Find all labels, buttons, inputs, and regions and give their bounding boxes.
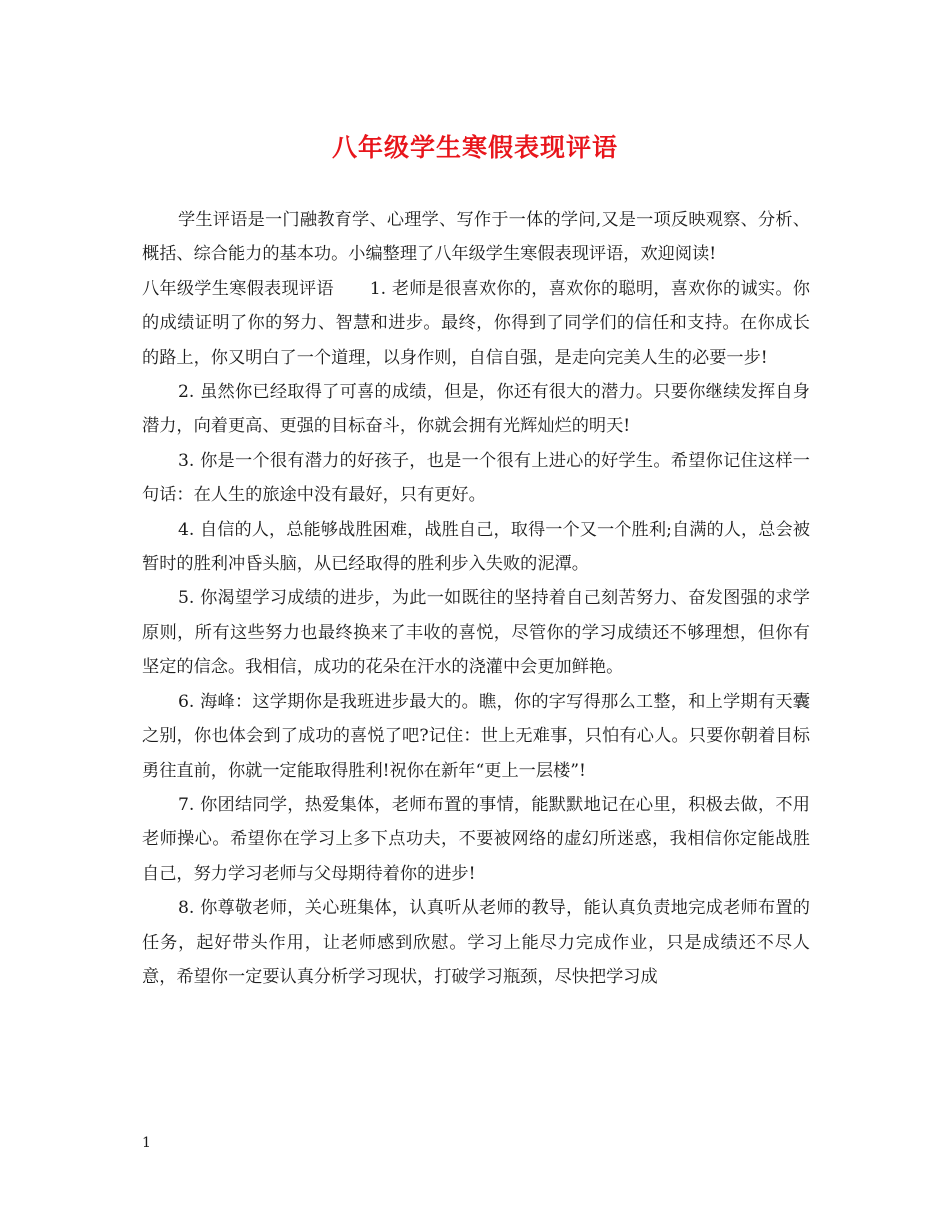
paragraph-item-5: 5. 你渴望学习成绩的进步，为此一如既往的坚持着自己刻苦努力、奋发图强的求学原则，所有这些努力也最终换来了丰收的喜悦，尽管你的学习成绩还不够理想，但你有坚定的信念。我相信，成功的花朵在汗水的浇灌中会更加鲜艳。 (142, 588, 810, 678)
page-number: 1 (142, 1135, 151, 1151)
document-title: 八年级学生寒假表现评语 (331, 133, 618, 162)
paragraph-item-3: 3. 你是一个很有潜力的好孩子，也是一个很有上进心的好学生。希望你记住这样一句话：在人生的旅途中没有最好，只有更好。 (142, 450, 810, 506)
paragraph-item-2: 2. 虽然你已经取得了可喜的成绩，但是，你还有很大的潜力。只要你继续发挥自身潜力，向着更高、更强的目标奋斗，你就会拥有光辉灿烂的明天! (142, 382, 810, 437)
document-body (142, 203, 810, 994)
section-heading: 八年级学生寒假表现评语 (142, 278, 334, 299)
paragraph-item-4: 4. 自信的人，总能够战胜困难，战胜自己，取得一个又一个胜利;自满的人，总会被暂时的胜利冲昏头脑，从已经取得的胜利步入失败的泥潭。 (142, 519, 810, 575)
intro-paragraph: 学生评语是一门融教育学、心理学、写作于一体的学问,又是一项反映观察、分析、概括、综合能力的基本功。小编整理了八年级学生寒假表现评语，欢迎阅读! (142, 210, 810, 265)
paragraph-item-8: 8. 你尊敬老师，关心班集体，认真听从老师的教导，能认真负责地完成老师布置的任务，起好带头作用，让老师感到欣慰。学习上能尽力完成作业，只是成绩还不尽人意，希望你一定要认真分析学习现状，打破学习瓶颈，尽快把学习成 (142, 898, 810, 987)
item-1-text: 1. 老师是很喜欢你的，喜欢你的聪明，喜欢你的诚实。你的成绩证明了你的努力、智慧和进步。最终，你得到了同学们的信任和支持。在你成长的路上，你又明白了一个道理，以身作则，自信自强，是走向完美人生的必要一步! (142, 278, 810, 368)
paragraph-item-6: 6. 海峰：这学期你是我班进步最大的。瞧，你的字写得那么工整，和上学期有天囊之别，你也体会到了成功的喜悦了吧?记住：世上无难事，只怕有心人。只要你朝着目标勇往直前，你就一定能取得胜利!祝你在新年“更上一层楼”! (142, 691, 810, 781)
paragraph-item-7: 7. 你团结同学，热爱集体，老师布置的事情，能默默地记在心里，积极去做，不用老师操心。希望你在学习上多下点功夫，不要被网络的虚幻所迷惑，我相信你定能战胜自己，努力学习老师与父母期待着你的进步! (142, 794, 810, 884)
paragraph-item-1 (142, 272, 810, 375)
